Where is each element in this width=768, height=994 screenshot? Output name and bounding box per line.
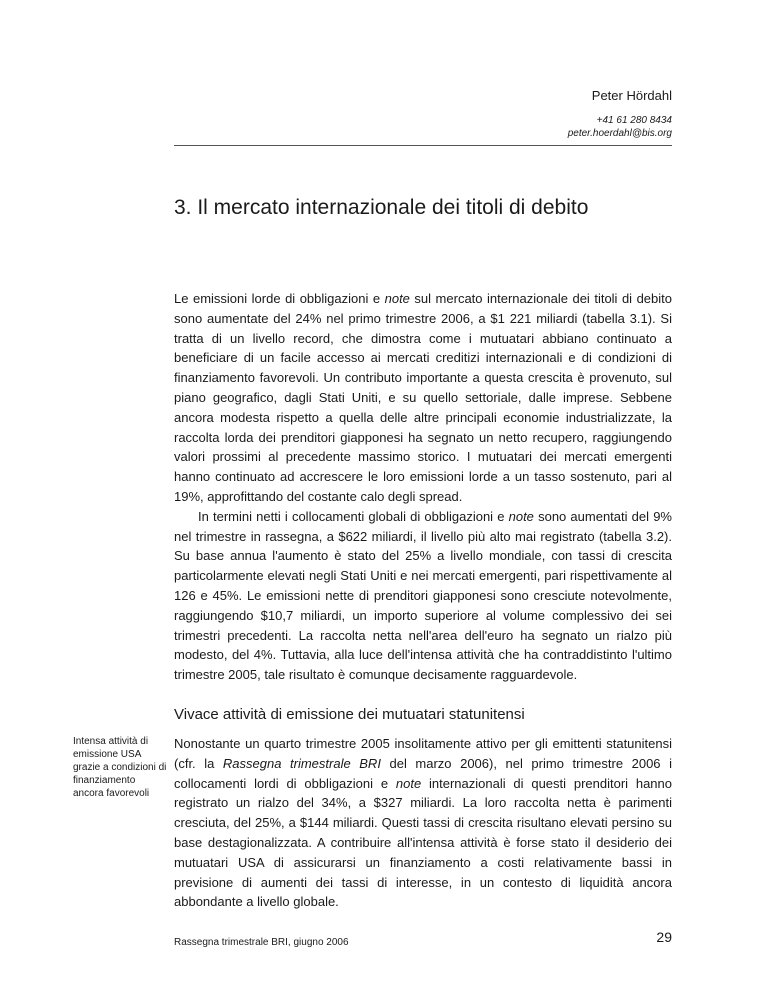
- author-email: peter.hoerdahl@bis.org: [567, 128, 672, 139]
- author-name: Peter Hördahl: [591, 88, 672, 103]
- text-span: Nonostante un quarto trimestre 2005 insolitamente attivo per gli emittenti statunitensi (cfr. la: [174, 736, 672, 771]
- chapter-title: 3. Il mercato internazionale dei titoli di debito: [174, 196, 589, 219]
- italic-term: note: [508, 508, 534, 524]
- italic-term: note: [395, 775, 422, 791]
- text-span: internazionali di questi prenditori hanno registrato un rialzo del 34%, a $327 miliardi. La loro raccolta netta è parimenti cresciuta, del 25%, a $144 miliardi. Questi tassi di crescita risultano elevati persino su base destagionalizzata. A contribuire all'intensa attività è forse stato il desiderio dei mutuatari USA di assicurarsi un finanziamento a costi relativamente bassi in previsione di aumenti dei tassi di interesse, in un contesto di liquidità ancora abbondante a livello globale.: [174, 775, 672, 910]
- italic-term: note: [384, 291, 410, 306]
- text-span: sul mercato internazionale dei titoli di debito sono aumentate del 24% nel primo trimestre 2006, a $1 221 miliardi (tabella 3.1). Si tratta di un livello record, che dimostra come i mutuatari abbiano continuato a beneficiare di un facile accesso ai mercati creditizi internazionali e di condizioni di finanziamento favorevoli. Un contributo importante a questa crescita è provenuto, sul piano geografico, dagli Stati Uniti, e su quello settoriale, dalle imprese. Sebbene ancora modesta rispetto a quella delle altre principali economie industrializzate, la raccolta lorda dei prenditori giapponesi ha segnato un netto recupero, raggiungendo valori prossimi al precedente massimo storico. I mutuatari dei mercati emergenti hanno continuato ad accrescere le loro emissioni lorde a un tasso sostenuto, pari al 19%, approfittando del costante calo degli spread.: [174, 291, 673, 504]
- page-number: 29: [656, 929, 672, 945]
- italic-term: Rassegna trimestrale BRI: [222, 755, 381, 771]
- section-body: [174, 734, 672, 912]
- margin-note: Intensa attività di emissione USA grazie a condizioni di finanziamento ancora favorevoli: [73, 736, 167, 799]
- author-phone: +41 61 280 8434: [596, 115, 672, 126]
- header-divider: [174, 145, 672, 146]
- text-span: In termini netti i collocamenti globali di obbligazioni e: [198, 508, 509, 524]
- text-span: Le emissioni lorde di obbligazioni e: [174, 291, 385, 306]
- intro-body: [174, 289, 672, 685]
- text-span: del marzo 2006), nel primo trimestre 2006 i collocamenti lordi di obbligazioni e: [174, 755, 672, 791]
- intro-paragraph-2: [174, 507, 672, 685]
- footer-publication: Rassegna trimestrale BRI, giugno 2006: [174, 937, 349, 948]
- intro-paragraph-1: [174, 289, 672, 507]
- author-contact: [568, 114, 672, 140]
- text-span: sono aumentati del 9% nel trimestre in rassegna, a $622 miliardi, il livello più alto mai registrato (tabella 3.2). Su base annua l'aumento è stato del 25% a livello mondiale, con tassi di crescita particolarmente elevati negli Stati Uniti e nei mercati emergenti, pari rispettivamente al 126 e 45%. Le emissioni nette di prenditori giapponesi sono cresciute notevolmente, raggiungendo $10,7 miliardi, un importo superiore al volume complessivo dei sei trimestri precedenti. La raccolta netta nell'area dell'euro ha segnato un rialzo più modesto, del 4%. Tuttavia, alla luce dell'intensa attività che ha contraddistinto l'ultimo trimestre 2005, tale risultato è comunque decisamente ragguardevole.: [174, 508, 672, 683]
- section-paragraph: [174, 734, 672, 912]
- section-heading: Vivace attività di emissione dei mutuatari statunitensi: [174, 706, 525, 723]
